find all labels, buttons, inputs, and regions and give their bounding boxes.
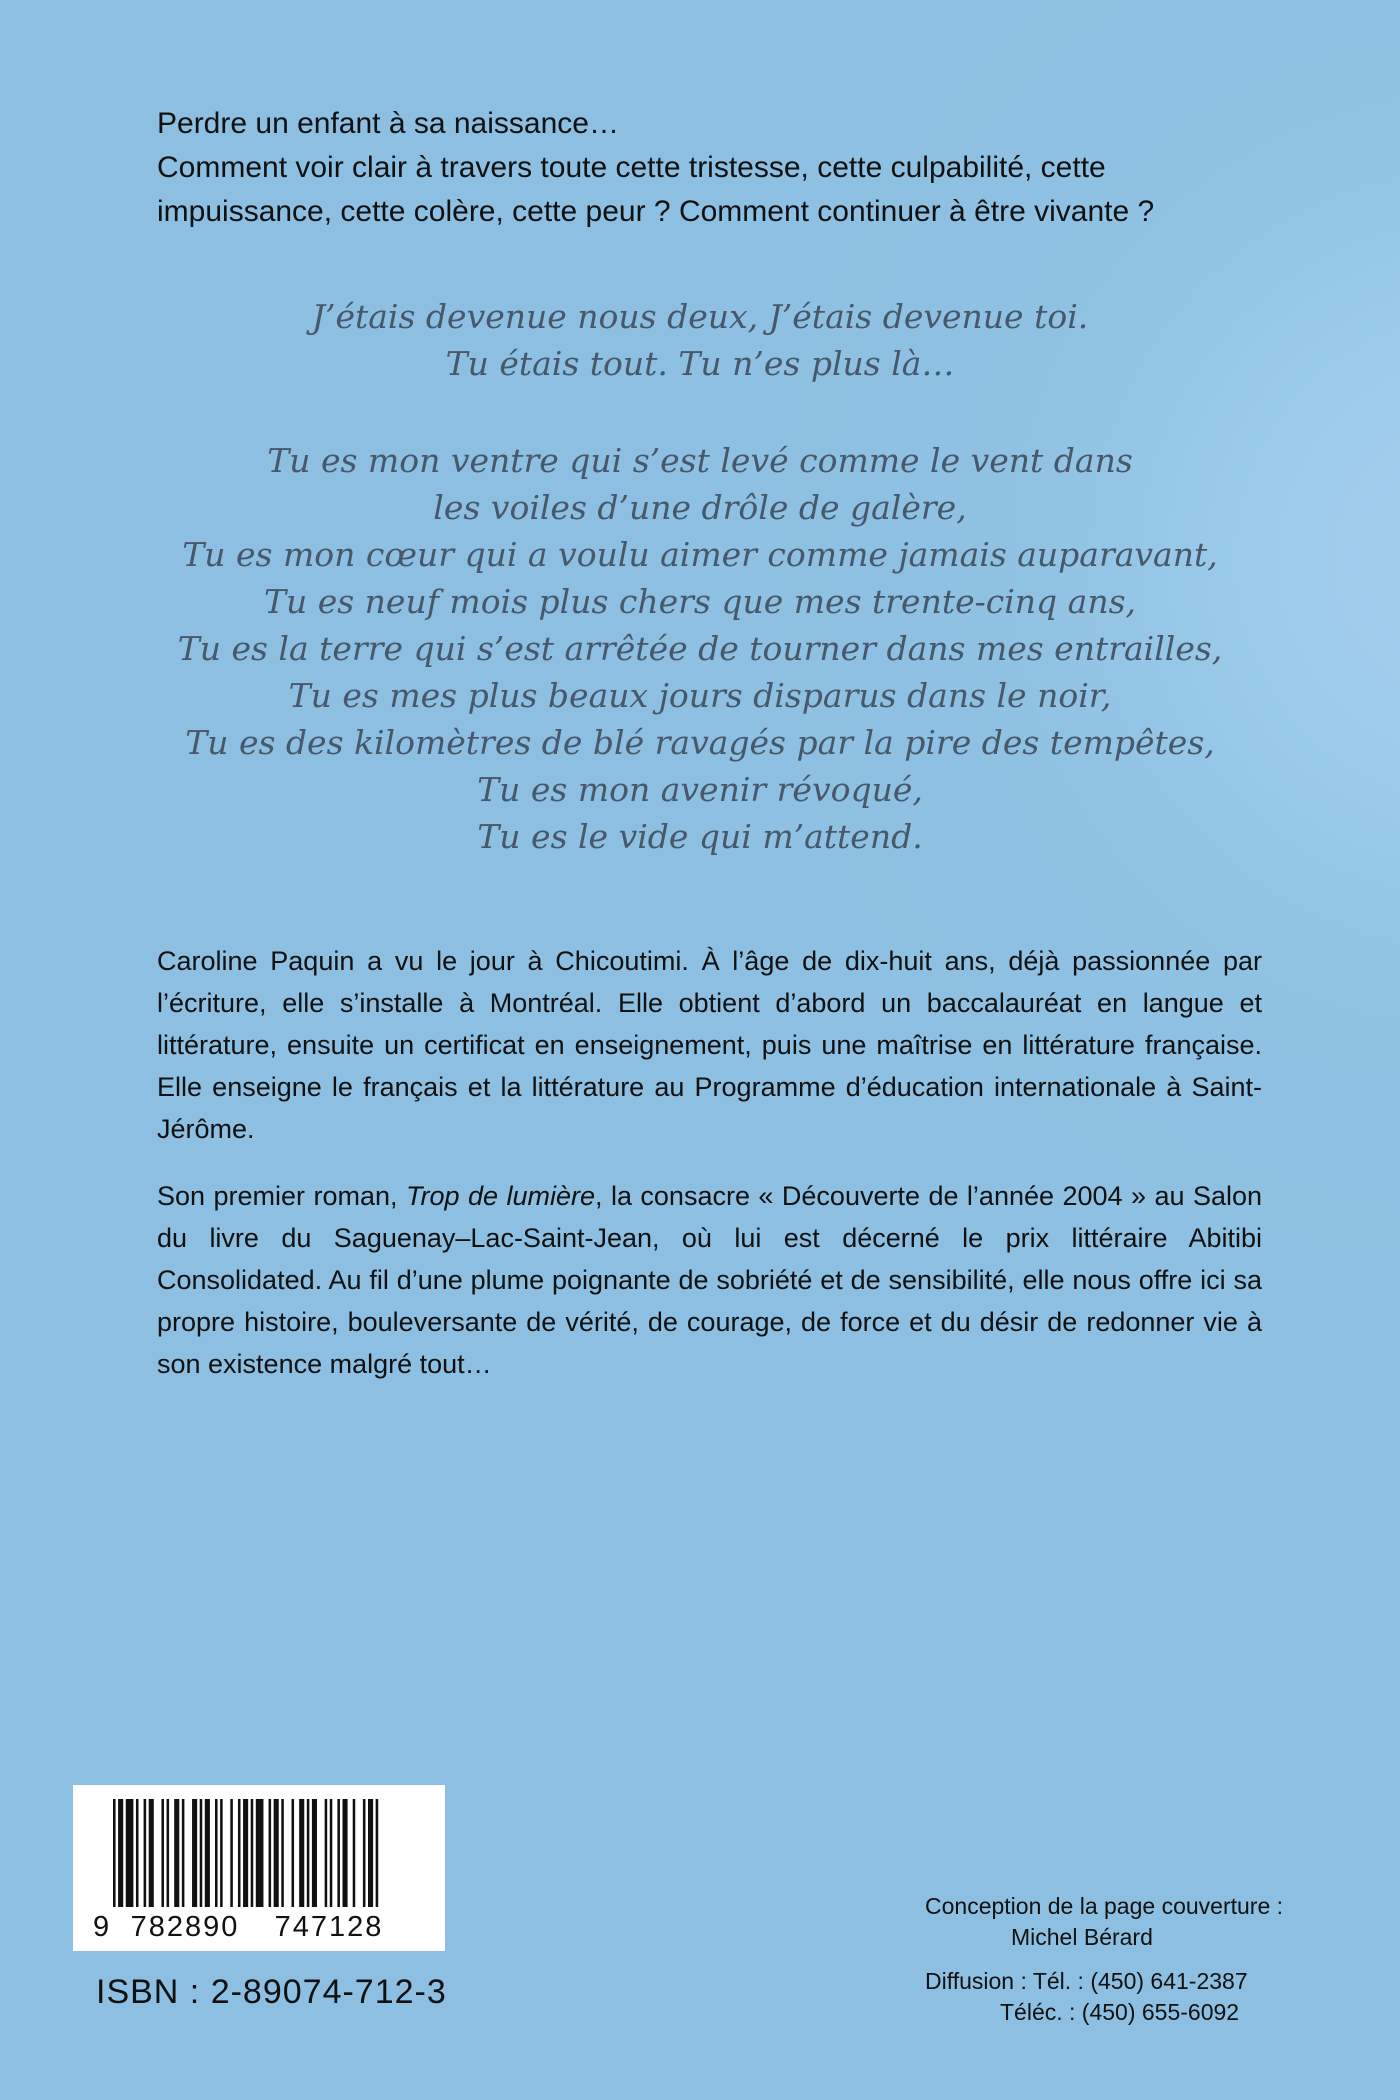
barcode-bar xyxy=(337,1799,340,1907)
barcode-bar xyxy=(343,1799,348,1907)
barcode-bar xyxy=(281,1799,284,1907)
poem-line: Tu es mes plus beaux jours disparus dans le noir, xyxy=(288,676,1112,715)
book-summary xyxy=(157,1175,1262,1385)
barcode-bar xyxy=(126,1799,134,1907)
barcode-group-2: 747128 xyxy=(274,1911,384,1943)
barcode-bar xyxy=(376,1799,379,1907)
diffusion-fax: Téléc. : (450) 655-6092 xyxy=(1000,1999,1240,2025)
barcode-bar xyxy=(274,1799,279,1907)
poem-line: Tu es des kilomètres de blé ravagés par la pire des tempêtes, xyxy=(185,723,1215,762)
poem-stanza-1 xyxy=(0,293,1400,387)
barcode-bar xyxy=(243,1799,248,1907)
poem-line: Tu es le vide qui m’attend. xyxy=(477,817,923,856)
barcode-bar xyxy=(136,1799,139,1907)
barcode-bar xyxy=(192,1799,197,1907)
poem-stanza-2 xyxy=(0,437,1400,860)
novel-title: Trop de lumière xyxy=(405,1181,595,1211)
intro-line-1: Perdre un enfant à sa naissance… xyxy=(157,107,619,140)
barcode-bar xyxy=(161,1799,164,1907)
barcode-bar xyxy=(238,1799,241,1907)
barcode-bar xyxy=(330,1799,333,1907)
barcode-bar xyxy=(353,1799,356,1907)
barcode-bar xyxy=(251,1799,254,1907)
barcode-bar xyxy=(269,1799,272,1907)
barcode-bar xyxy=(292,1799,295,1907)
barcode-bar xyxy=(256,1799,264,1907)
poem-line: Tu es mon cœur qui a voulu aimer comme jamais auparavant, xyxy=(182,535,1218,574)
barcode-bar xyxy=(312,1799,317,1907)
barcode-bar xyxy=(215,1799,218,1907)
barcode-bar xyxy=(368,1799,373,1907)
barcode-bar xyxy=(299,1799,304,1907)
author-bio: Caroline Paquin a vu le jour à Chicoutimi. À l’âge de dix-huit ans, déjà passionnée par l’écriture, elle s’installe à Montréal. Elle obtient d’abord un baccalauréat en langue et littérature, ensuite un certificat en enseignement, puis une maîtrise en littérature française. Elle enseigne le français et la littérature au Programme d’éducation internationale à Saint-Jérôme. xyxy=(157,946,1262,1144)
barcode-bar xyxy=(325,1799,328,1907)
summary-after: , la consacre « Découverte de l’année 2004 » au Salon du livre du Saguenay–Lac-Saint-Jean, où lui est décerné le prix littéraire Abitibi Consolidated. Au fil d’une plume poignante de sobriété et de sensibilité, elle nous offre ici sa propre histoire, bouleversante de vérité, de courage, de force et du désir de redonner vie à son existence malgré tout… xyxy=(157,1181,1263,1379)
barcode-bar xyxy=(363,1799,366,1907)
poem-line: J’étais devenue nous deux, J’étais devenue toi. xyxy=(311,297,1089,336)
barcode-bar xyxy=(205,1799,210,1907)
poem-line: Tu es mon avenir révoqué, xyxy=(477,770,923,809)
barcode-bar xyxy=(307,1799,310,1907)
barcode-bar xyxy=(118,1799,123,1907)
barcode-bar xyxy=(220,1799,223,1907)
barcode-bar xyxy=(182,1799,185,1907)
isbn-barcode xyxy=(73,1785,445,1951)
barcode-bar xyxy=(149,1799,154,1907)
cover-design-label: Conception de la page couverture : xyxy=(925,1893,1284,1919)
poem-line: les voiles d’une drôle de galère, xyxy=(433,488,967,527)
barcode-bar xyxy=(113,1799,116,1907)
isbn-number: ISBN : 2-89074-712-3 xyxy=(96,1973,447,2011)
intro-text xyxy=(157,102,1267,234)
barcode-graphic xyxy=(73,1785,445,1951)
intro-line-2: Comment voir clair à travers toute cette tristesse, cette culpabilité, cette impuissance, cette colère, cette peur ? Comment continuer à être vivante ? xyxy=(157,151,1155,228)
barcode-first-digit: 9 xyxy=(93,1911,110,1943)
poem-line: Tu es mon ventre qui s’est levé comme le vent dans xyxy=(267,441,1133,480)
barcode-bar xyxy=(230,1799,233,1907)
barcode-bar xyxy=(144,1799,147,1907)
summary-before: Son premier roman, xyxy=(157,1181,406,1211)
poem-line: Tu es la terre qui s’est arrêtée de tourner dans mes entrailles, xyxy=(177,629,1223,668)
barcode-bars xyxy=(113,1799,378,1907)
diffusion-phone: Diffusion : Tél. : (450) 641-2387 xyxy=(925,1968,1248,1994)
poem-line: Tu es neuf mois plus chers que mes trente-cinq ans, xyxy=(263,582,1137,621)
barcode-group-1: 782890 xyxy=(130,1911,240,1943)
barcode-bar xyxy=(174,1799,179,1907)
barcode-bar xyxy=(200,1799,203,1907)
barcode-bar xyxy=(167,1799,170,1907)
poem-line: Tu étais tout. Tu n’es plus là… xyxy=(445,344,955,383)
cover-designer-name: Michel Bérard xyxy=(1011,1924,1153,1950)
